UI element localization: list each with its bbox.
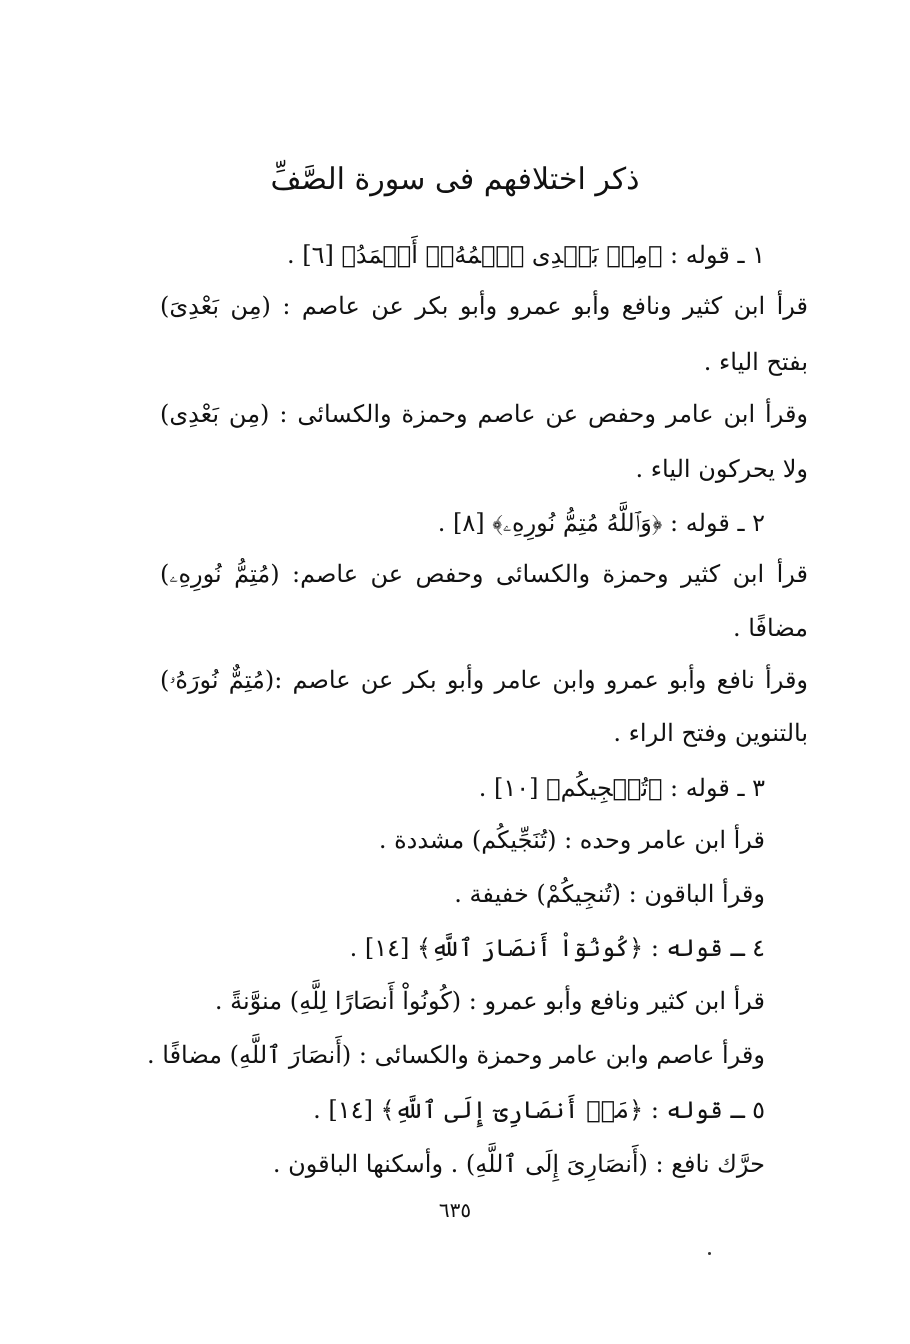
- item-4-heading: ٤ ـ قوله : ﴿كُونُوٓاْ أَنصَارَ ٱللَّهِ﴾ [١٤] .: [349, 934, 765, 962]
- item-1-reading-b: وقرأ ابن عامر وحفص عن عاصم وحمزة والكسائى : (مِن بَعْدِى): [160, 400, 808, 428]
- item-1-reading-b-cont: ولا يحركون الياء .: [635, 455, 808, 483]
- item-5-reading: حرَّك نافع : (أَنصَارِىَ إِلَى ٱللَّهِ) . وأسكنها الباقون .: [272, 1150, 765, 1178]
- print-speck: [708, 1252, 711, 1255]
- item-3-reading-a: قرأ ابن عامر وحده : (تُنَجِّيكُم) مشددة .: [378, 826, 765, 854]
- item-2-heading: ٢ ـ قوله : ﴿وَٱللَّهُ مُتِمُّ نُورِهِۦ﴾ [٨] .: [437, 509, 765, 537]
- item-2-reading-b: وقرأ نافع وأبو عمرو وابن عامر وأبو بكر عن عاصم :(مُتِمٌّ نُورَهُۥ): [160, 666, 808, 694]
- page-number: ٦٣٥: [438, 1198, 472, 1222]
- item-2-reading-a-cont: مضافًا .: [732, 614, 808, 642]
- item-2-reading-a: قرأ ابن كثير وحمزة والكسائى وحفص عن عاصم: (مُتِمُّ نُورِهِۦ): [160, 560, 808, 588]
- item-2-reading-b-cont: بالتنوين وفتح الراء .: [613, 719, 808, 747]
- item-4-reading-a: قرأ ابن كثير ونافع وأبو عمرو : (كُونُواْ أَنصَارًا لِلَّهِ) منوَّنةً .: [214, 987, 765, 1015]
- item-3-reading-b: وقرأ الباقون : (تُنجِيكُمْ) خفيفة .: [454, 880, 765, 908]
- item-5-heading: ٥ ـ قوله : ﴿مَنۡ أَنصَارِىٓ إِلَى ٱللَّهِ﴾ [١٤] .: [313, 1096, 765, 1124]
- item-1-heading: ١ ـ قوله : ﴿مِنۢ بَعۡدِى ٱسۡمُهُۥٓ أَحۡمَدُ﴾ [٦] .: [287, 241, 765, 269]
- item-1-reading-a-cont: بفتح الياء .: [703, 348, 808, 376]
- chapter-title: ذكر اختلافهم فى سورة الصَّفِّ: [270, 162, 640, 197]
- item-4-reading-b: وقرأ عاصم وابن عامر وحمزة والكسائى : (أَنصَارَ ٱللَّهِ) مضافًا .: [147, 1041, 765, 1069]
- item-3-heading: ٣ ـ قوله : ﴿تُنۡجِيكُم﴾ [١٠] .: [478, 774, 765, 802]
- item-1-reading-a: قرأ ابن كثير ونافع وأبو عمرو وأبو بكر عن عاصم : (مِن بَعْدِىَ): [160, 292, 808, 320]
